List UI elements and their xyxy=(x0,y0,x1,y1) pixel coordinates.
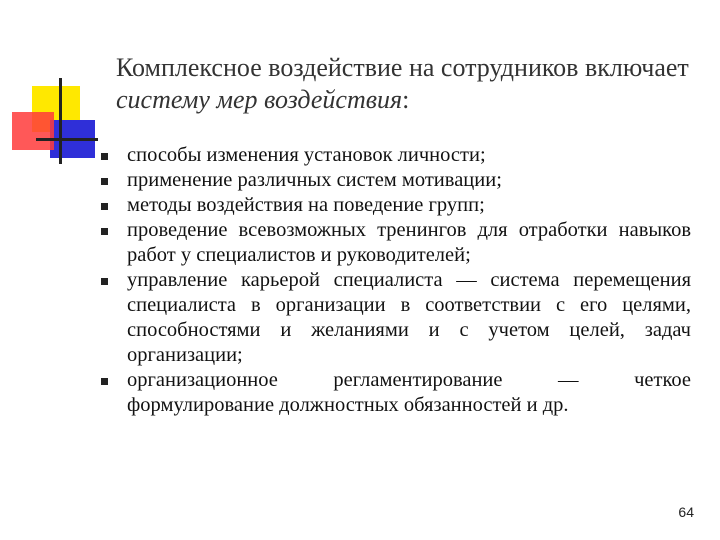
square-bullet-icon xyxy=(101,153,108,160)
bullet-item xyxy=(127,143,691,168)
square-bullet-icon xyxy=(101,278,108,285)
bullet-text: способы изменения установок личности; xyxy=(127,144,486,166)
bullet-text: методы воздействия на поведение групп; xyxy=(127,194,485,216)
slide-title xyxy=(116,52,696,116)
bullet-text: проведение всевозможных тренингов для отработки навыков работ у специалистов и руководителей; xyxy=(127,219,691,266)
bullet-text: управление карьерой специалиста — система перемещения специалиста в организации в соответствии с его целями, способностями и желаниями и с учетом целей, задач организации; xyxy=(127,269,691,366)
slide-title-plain: Комплексное воздействие на сотрудников включает xyxy=(116,53,689,82)
square-bullet-icon xyxy=(101,378,108,385)
slide-title-end: : xyxy=(402,85,410,114)
decorative-logo-squares xyxy=(0,0,110,170)
square-bullet-icon xyxy=(101,178,108,185)
bullet-text: организационное регламентирование — четкое формулирование должностных обязанностей и др. xyxy=(127,369,691,416)
red-square xyxy=(12,112,54,150)
bullet-item xyxy=(127,193,691,218)
deco-horizontal-line xyxy=(36,138,98,141)
bullet-text: применение различных систем мотивации; xyxy=(127,169,502,191)
square-bullet-icon xyxy=(101,203,108,210)
bullet-list xyxy=(127,143,691,418)
bullet-item xyxy=(127,218,691,268)
bullet-item xyxy=(127,168,691,193)
slide-title-italic: систему мер воздействия xyxy=(116,85,403,114)
deco-vertical-line xyxy=(59,78,62,164)
bullet-item xyxy=(127,268,691,368)
bullet-item xyxy=(127,368,691,418)
square-bullet-icon xyxy=(101,228,108,235)
page-number: 64 xyxy=(678,504,694,520)
